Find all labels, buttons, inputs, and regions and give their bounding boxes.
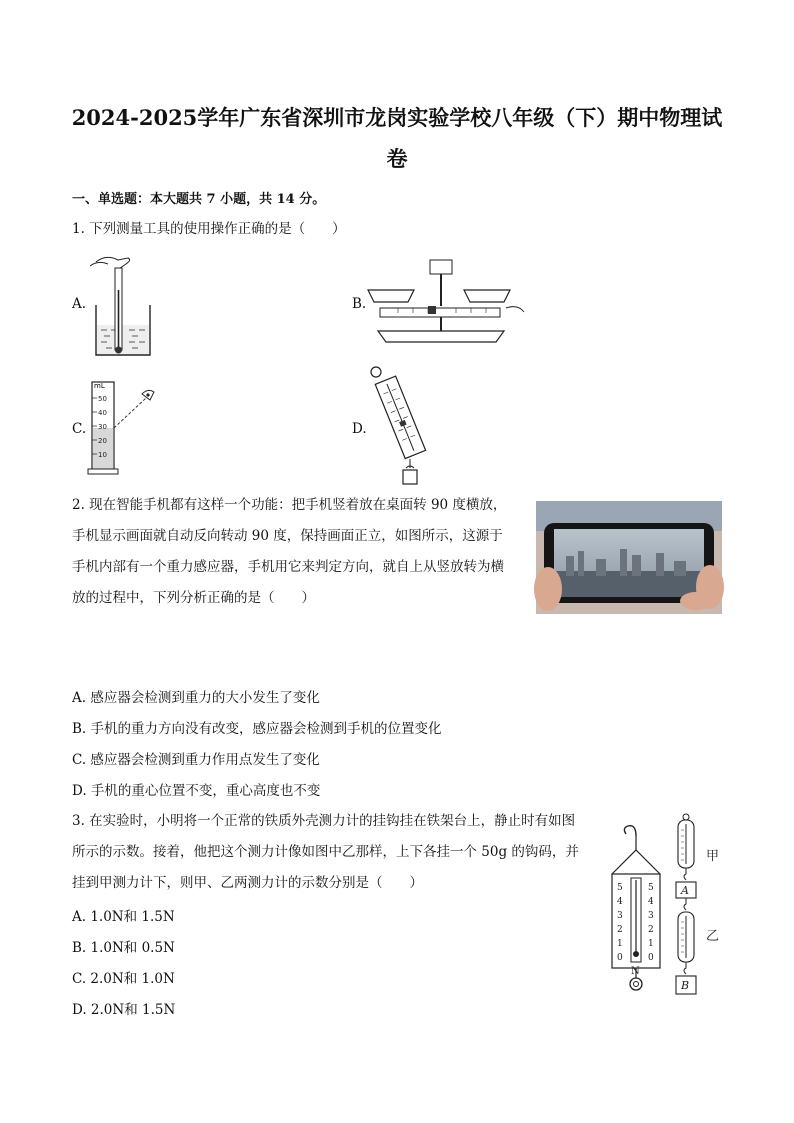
q3-scale-digit-left: 3 [617,911,623,921]
q1-c-graduated-cylinder-figure [88,378,164,476]
q1-option-d-label: D. [352,421,367,437]
q3-yi-label: 乙 [706,929,720,944]
c-tick-label: 30 [98,423,107,431]
q3-weight-b-label: B [681,979,690,992]
q3-n-label: N [631,966,640,977]
c-tick-label: 50 [98,395,107,403]
q1-d-spring-scale-figure [368,364,434,488]
q3-option-c: C. 2.0N和 1.0N [72,971,175,987]
q2-stem-line: 手机显示画面就自动反向转动 90 度，保持画面正立，如图所示，这源于 [72,528,503,544]
q3-scale-digit-left: 0 [617,953,623,963]
page-title-line2: 卷 [386,146,408,171]
q3-spring-scale-figure [608,822,664,998]
q3-option-b: B. 1.0N和 0.5N [72,940,175,956]
q3-stem-line: 所示的示数。接着，他把这个测力计像如图中乙那样，上下各挂一个 50g 的钩码，并 [72,844,579,860]
q3-option-d: D. 2.0N和 1.5N [72,1002,176,1018]
q2-stem-line: 放的过程中，下列分析正确的是（ ） [72,590,315,606]
q2-stem-line: 手机内部有一个重力感应器，手机用它来判定方向，就自上从竖放转为横 [72,559,504,575]
q3-scale-digit-right: 4 [648,897,654,907]
q3-scale-digit-right: 0 [648,953,654,963]
q1-b-balance-figure [368,256,528,348]
q1-option-c-label: C. [72,421,87,437]
q1-a-thermometer-beaker-figure [88,250,160,360]
c-tick-label: 10 [98,451,107,459]
q3-scale-digit-left: 1 [617,939,623,949]
q1-option-a-label: A. [72,296,87,312]
question-2-stem [72,490,522,614]
q3-scale-digit-right: 1 [648,939,654,949]
q3-stem-line: 挂到甲测力计下，则甲、乙两测力计的示数分别是（ ） [72,875,423,891]
q1-option-b-label: B. [352,296,367,312]
q3-stacked-scales-figure [668,812,734,998]
c-unit-label: mL [94,382,105,390]
q2-option-a: A. 感应器会检测到重力的大小发生了变化 [72,690,320,706]
section-header: 一、单选题：本大题共 7 小题，共 14 分。 [72,192,326,207]
q2-option-d: D. 手机的重心位置不变，重心高度也不变 [72,783,321,799]
question-3-stem [72,806,602,899]
q3-jia-label: 甲 [706,849,720,864]
q2-option-c: C. 感应器会检测到重力作用点发生了变化 [72,752,320,768]
c-tick-label: 20 [98,437,107,445]
question-1-stem: 1. 下列测量工具的使用操作正确的是（ ） [72,221,346,237]
q3-scale-digit-left: 5 [617,883,623,893]
q3-scale-digit-right: 3 [648,911,654,921]
q2-option-b: B. 手机的重力方向没有改变，感应器会检测到手机的位置变化 [72,721,442,737]
q2-phone-photo [536,501,722,614]
q2-stem-line: 2. 现在智能手机都有这样一个功能：把手机竖着放在桌面转 90 度横放， [72,497,507,513]
q3-option-a: A. 1.0N和 1.5N [72,909,175,925]
page-title-line1: 2024-2025学年广东省深圳市龙岗实验学校八年级（下）期中物理试 [71,105,723,130]
q3-scale-digit-left: 4 [617,897,623,907]
q3-stem-line: 3. 在实验时，小明将一个正常的铁质外壳测力计的挂钩挂在铁架台上，静止时有如图 [72,813,576,829]
q3-scale-digit-left: 2 [617,925,623,935]
q3-scale-digit-right: 5 [648,883,654,893]
q3-scale-digit-right: 2 [648,925,654,935]
q3-weight-a-label: A [681,884,689,897]
c-tick-label: 40 [98,409,107,417]
